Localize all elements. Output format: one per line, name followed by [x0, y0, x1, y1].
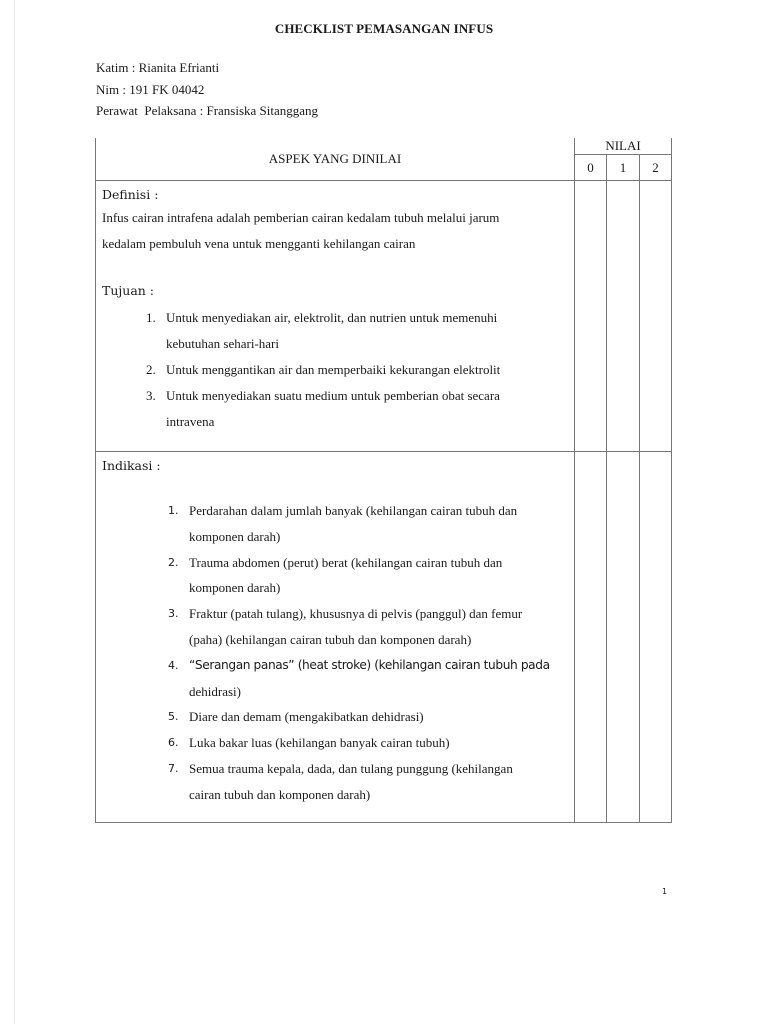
item-line: Untuk menggantikan air dan memperbaiki kekurangan elektrolit — [166, 362, 501, 377]
item-line: Semua trauma kepala, dada, dan tulang punggung (kehilangan — [189, 760, 513, 776]
indikasi-cell — [96, 452, 575, 823]
definisi-line: Infus cairan intrafena adalah pemberian cairan kedalam tubuh melalui jarum — [102, 210, 500, 225]
item-number: 1. — [146, 310, 156, 325]
list-item — [168, 756, 568, 808]
item-line: Diare dan demam (mengakibatkan dehidrasi) — [189, 709, 424, 725]
page-edge — [14, 0, 15, 1024]
score-cell-1[interactable] — [607, 452, 640, 823]
item-number: 2. — [168, 555, 179, 569]
meta-block — [96, 57, 318, 122]
score-cell-1[interactable] — [607, 181, 640, 452]
definisi-line: kedalam pembuluh vena untuk mengganti kehilangan cairan — [102, 236, 416, 251]
list-item — [168, 730, 568, 756]
header-aspek: ASPEK YANG DINILAI — [96, 138, 575, 181]
item-line: (paha) (kehilangan cairan tubuh dan komponen darah) — [189, 631, 472, 647]
score-cell-2[interactable] — [640, 181, 672, 452]
item-line: Trauma abdomen (perut) berat (kehilangan cairan tubuh dan — [189, 554, 503, 570]
list-item — [146, 383, 568, 435]
item-number: 4. — [168, 658, 179, 672]
score-2-header: 2 — [640, 155, 672, 181]
item-line: “Serangan panas” (heat stroke) (kehilangan cairan tubuh pada — [189, 657, 550, 672]
definisi-text — [102, 205, 568, 257]
perawat-line: Perawat Pelaksana : Fransiska Sitanggang — [96, 103, 319, 118]
table-header-row — [96, 138, 672, 155]
item-line: komponen darah) — [189, 580, 281, 596]
item-number: 2. — [146, 362, 156, 377]
list-item — [168, 653, 568, 705]
item-number: 3. — [168, 607, 179, 621]
item-number: 5. — [168, 710, 179, 724]
katim-line: Katim : Rianita Efrianti — [96, 60, 220, 75]
definisi-row — [96, 181, 672, 452]
item-line: Untuk menyediakan air, elektrolit, dan nutrien untuk memenuhi — [166, 310, 498, 325]
definisi-label: Definisi : — [102, 187, 159, 202]
definisi-cell — [96, 181, 575, 452]
checklist-table — [95, 138, 672, 823]
score-cell-0[interactable] — [575, 452, 607, 823]
list-item — [168, 550, 568, 602]
indikasi-list — [102, 498, 568, 808]
list-item — [168, 704, 568, 730]
item-line: dehidrasi) — [189, 683, 241, 699]
list-item — [146, 357, 568, 383]
tujuan-list — [102, 305, 568, 435]
item-line: Fraktur (patah tulang), khususnya di pelvis (panggul) dan femur — [189, 606, 523, 622]
indikasi-row — [96, 452, 672, 823]
item-number: 6. — [168, 736, 179, 750]
list-item — [168, 601, 568, 653]
nim-line: Nim : 191 FK 04042 — [96, 81, 205, 97]
header-nilai: NILAI — [575, 138, 672, 155]
item-line: cairan tubuh dan komponen darah) — [189, 786, 371, 802]
list-item — [168, 498, 568, 550]
score-1-header: 1 — [607, 155, 640, 181]
score-cell-0[interactable] — [575, 181, 607, 452]
item-number: 7. — [168, 761, 179, 775]
page-number: 1 — [662, 887, 668, 896]
item-line: Perdarahan dalam jumlah banyak (kehilangan cairan tubuh dan — [189, 503, 518, 518]
score-cell-2[interactable] — [640, 452, 672, 823]
item-line: Luka bakar luas (kehilangan banyak cairan tubuh) — [189, 735, 450, 751]
tujuan-label: Tujuan : — [102, 283, 155, 298]
item-line: intravena — [166, 414, 215, 429]
item-number: 3. — [146, 388, 156, 403]
item-line: komponen darah) — [189, 528, 281, 544]
document-title: CHECKLIST PEMASANGAN INFUS — [274, 21, 494, 36]
list-item — [146, 305, 568, 357]
item-line: Untuk menyediakan suatu medium untuk pemberian obat secara — [166, 388, 500, 403]
indikasi-label: Indikasi : — [102, 458, 161, 473]
score-0-header: 0 — [575, 155, 607, 181]
item-line: kebutuhan sehari-hari — [166, 336, 279, 351]
item-number: 1. — [168, 504, 179, 517]
